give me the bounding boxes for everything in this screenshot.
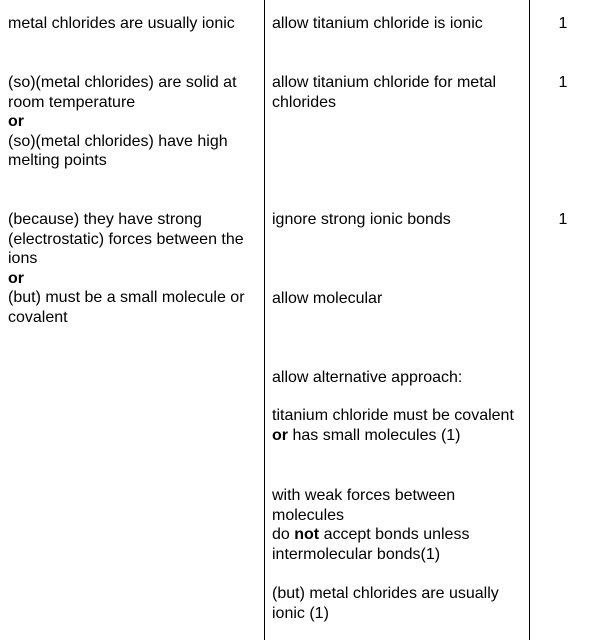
alternative-heading: allow alternative approach: [272, 369, 463, 386]
row2-mark: 1 [558, 74, 568, 91]
alternative-point-2: with weak forces between molecules do not accept bonds unless intermolecular bonds(1) [272, 487, 470, 563]
row2-or: or [8, 113, 24, 130]
column-divider-1 [264, 0, 265, 640]
row3-guidance-1: ignore strong ionic bonds [272, 211, 451, 228]
row1-answer: metal chlorides are usually ionic [8, 15, 235, 32]
row1-guidance: allow titanium chloride is ionic [272, 15, 483, 32]
alternative-point-1: titanium chloride must be covalent or has small molecules (1) [272, 407, 514, 444]
row1-mark: 1 [558, 15, 568, 32]
alternative-point-3: (but) metal chlorides are usually ionic (1) [272, 585, 499, 622]
row3-or: or [8, 269, 24, 287]
row2-guidance: allow titanium chloride for metal chlorides [272, 74, 497, 111]
row3-answer: (because) they have strong (electrostatic) forces between the ions or (but) must be a small molecule or covalent [8, 211, 245, 326]
row3-guidance-2: allow molecular [272, 290, 383, 307]
column-divider-2 [529, 0, 530, 640]
row3-mark: 1 [558, 211, 568, 228]
row2-answer: (so)(metal chlorides) are solid at room temperature or (so)(metal chlorides) have high melting points [8, 74, 237, 169]
